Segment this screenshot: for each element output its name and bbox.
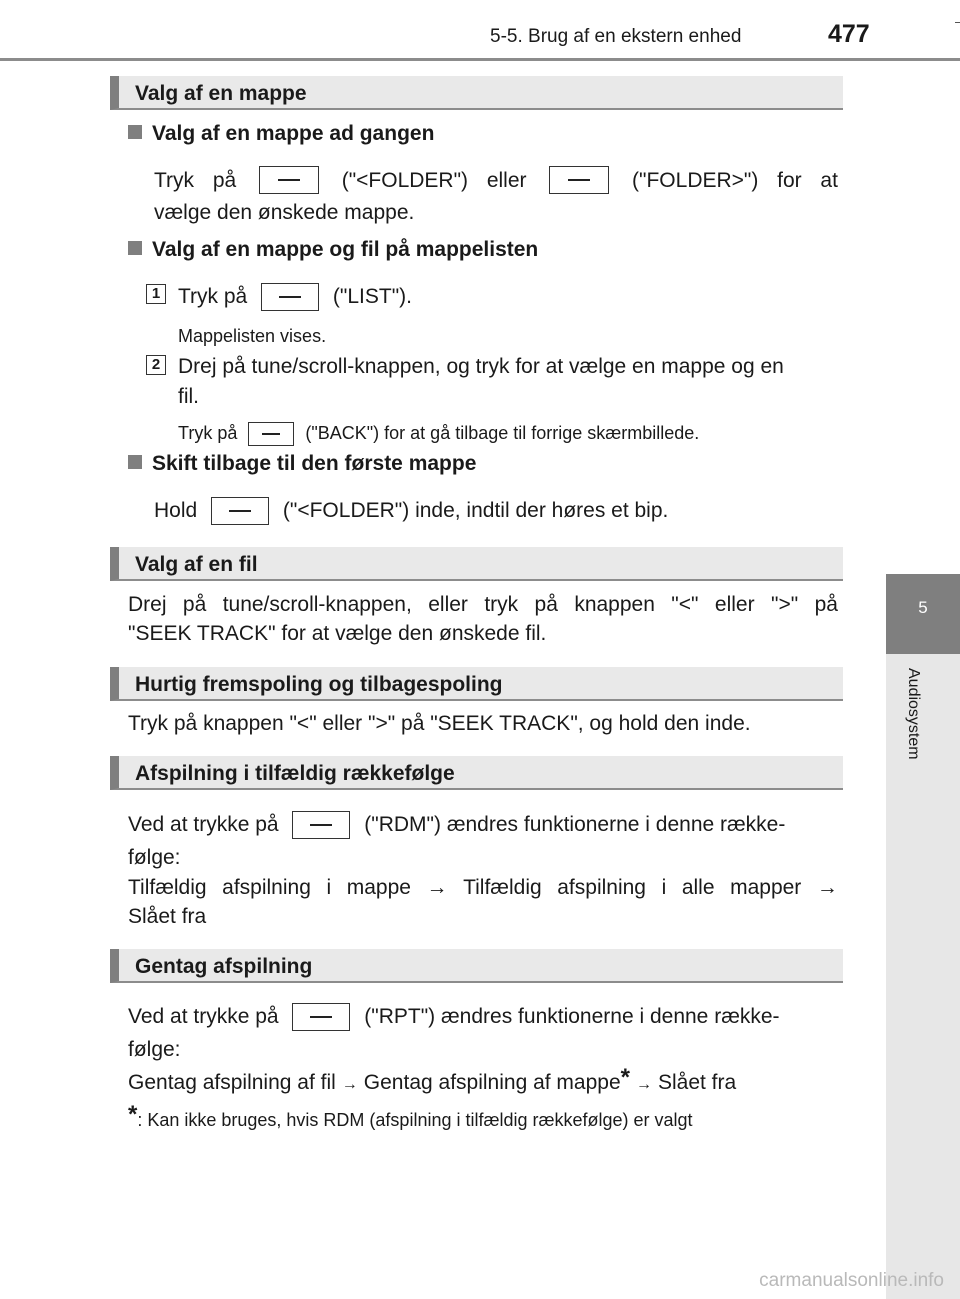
section-title: Gentag afspilning bbox=[135, 955, 313, 978]
folder-instruction-line2: vælge den ønskede mappe. bbox=[154, 201, 415, 224]
footnote: *: Kan ikke bruges, hvis RDM (afspilning i tilfældig rækkefølge) er valgt bbox=[128, 1101, 693, 1130]
random-text-line1: Ved at trykke på ("RDM") ændres funktionerne i denne række- bbox=[128, 810, 785, 840]
subheading-folder-list: Valg af en mappe og fil på mappelisten bbox=[128, 238, 538, 262]
random-modes-line: Tilfældig afspilning i mappe → Tilfældig afspilning i alle mapper → bbox=[128, 873, 838, 903]
arrow-right-icon: → bbox=[341, 1076, 358, 1093]
back-key-icon bbox=[248, 422, 294, 446]
chapter-side-strip bbox=[886, 654, 960, 1299]
repeat-modes-line: Gentag afspilning af fil → Gentag afspilning af mappe* → Slået fra bbox=[128, 1068, 736, 1100]
section-bar-folder bbox=[110, 76, 843, 110]
running-header-title: 5-5. Brug af en ekstern enhed bbox=[490, 26, 742, 47]
step-number-2: 2 bbox=[146, 355, 166, 375]
header-rule bbox=[0, 58, 960, 61]
section-title: Valg af en fil bbox=[135, 553, 258, 576]
section-title: Valg af en mappe bbox=[135, 82, 307, 105]
rpt-key-icon bbox=[292, 1003, 350, 1031]
folder-instruction-line: Tryk på ("<FOLDER") eller ("FOLDER>") for at bbox=[154, 166, 838, 196]
arrow-right-icon: → bbox=[635, 1076, 652, 1093]
back-note: Tryk på ("BACK") for at gå tilbage til forrige skærmbillede. bbox=[178, 422, 699, 446]
square-bullet-icon bbox=[128, 125, 142, 139]
section-bar-repeat bbox=[110, 949, 843, 983]
arrow-right-icon: → bbox=[816, 876, 838, 899]
step2-text-line2: fil. bbox=[178, 385, 199, 408]
section-bar-file bbox=[110, 547, 843, 581]
footnote-star: * bbox=[128, 1101, 138, 1128]
section-title: Hurtig fremspoling og tilbagespoling bbox=[135, 673, 503, 696]
crop-mark bbox=[955, 22, 960, 23]
folder-next-key-icon bbox=[549, 166, 609, 194]
section-title: Afspilning i tilfældig rækkefølge bbox=[135, 762, 455, 785]
section-bar-fast bbox=[110, 667, 843, 701]
repeat-text-line1: Ved at trykke på ("RPT") ændres funktionerne i denne række- bbox=[128, 1002, 780, 1032]
file-text-line2: "SEEK TRACK" for at vælge den ønskede fil. bbox=[128, 622, 547, 645]
step1-note: Mappelisten vises. bbox=[178, 326, 327, 346]
step-number-1: 1 bbox=[146, 284, 166, 304]
random-text-line2: følge: bbox=[128, 846, 181, 869]
random-modes-line2: Slået fra bbox=[128, 905, 207, 928]
square-bullet-icon bbox=[128, 455, 142, 469]
file-text-line1: Drej på tune/scroll-knappen, eller tryk på knappen "<" eller ">" på bbox=[128, 593, 838, 616]
watermark-text: carmanualsonline.info bbox=[759, 1270, 944, 1291]
subheading-folder-one-by-one: Valg af en mappe ad gangen bbox=[128, 122, 434, 146]
section-bar-random bbox=[110, 756, 843, 790]
list-key-icon bbox=[261, 283, 319, 311]
chapter-number: 5 bbox=[918, 598, 928, 617]
first-folder-text: Hold ("<FOLDER") inde, indtil der høres et bip. bbox=[154, 496, 668, 526]
folder-prev-key-icon bbox=[259, 166, 319, 194]
chapter-name: Audiosystem bbox=[905, 668, 922, 760]
footnote-star: * bbox=[620, 1064, 630, 1091]
folder-prev-key-icon bbox=[211, 497, 269, 525]
repeat-text-line2: følge: bbox=[128, 1038, 181, 1061]
step1-text: Tryk på ("LIST"). bbox=[178, 282, 412, 312]
page-number: 477 bbox=[828, 20, 870, 48]
rdm-key-icon bbox=[292, 811, 350, 839]
subheading-first-folder: Skift tilbage til den første mappe bbox=[128, 452, 476, 476]
arrow-right-icon: → bbox=[426, 876, 448, 899]
square-bullet-icon bbox=[128, 241, 142, 255]
step2-text-line1: Drej på tune/scroll-knappen, og tryk for at vælge en mappe og en bbox=[178, 355, 784, 378]
fast-text: Tryk på knappen "<" eller ">" på "SEEK TRACK", og hold den inde. bbox=[128, 712, 751, 735]
